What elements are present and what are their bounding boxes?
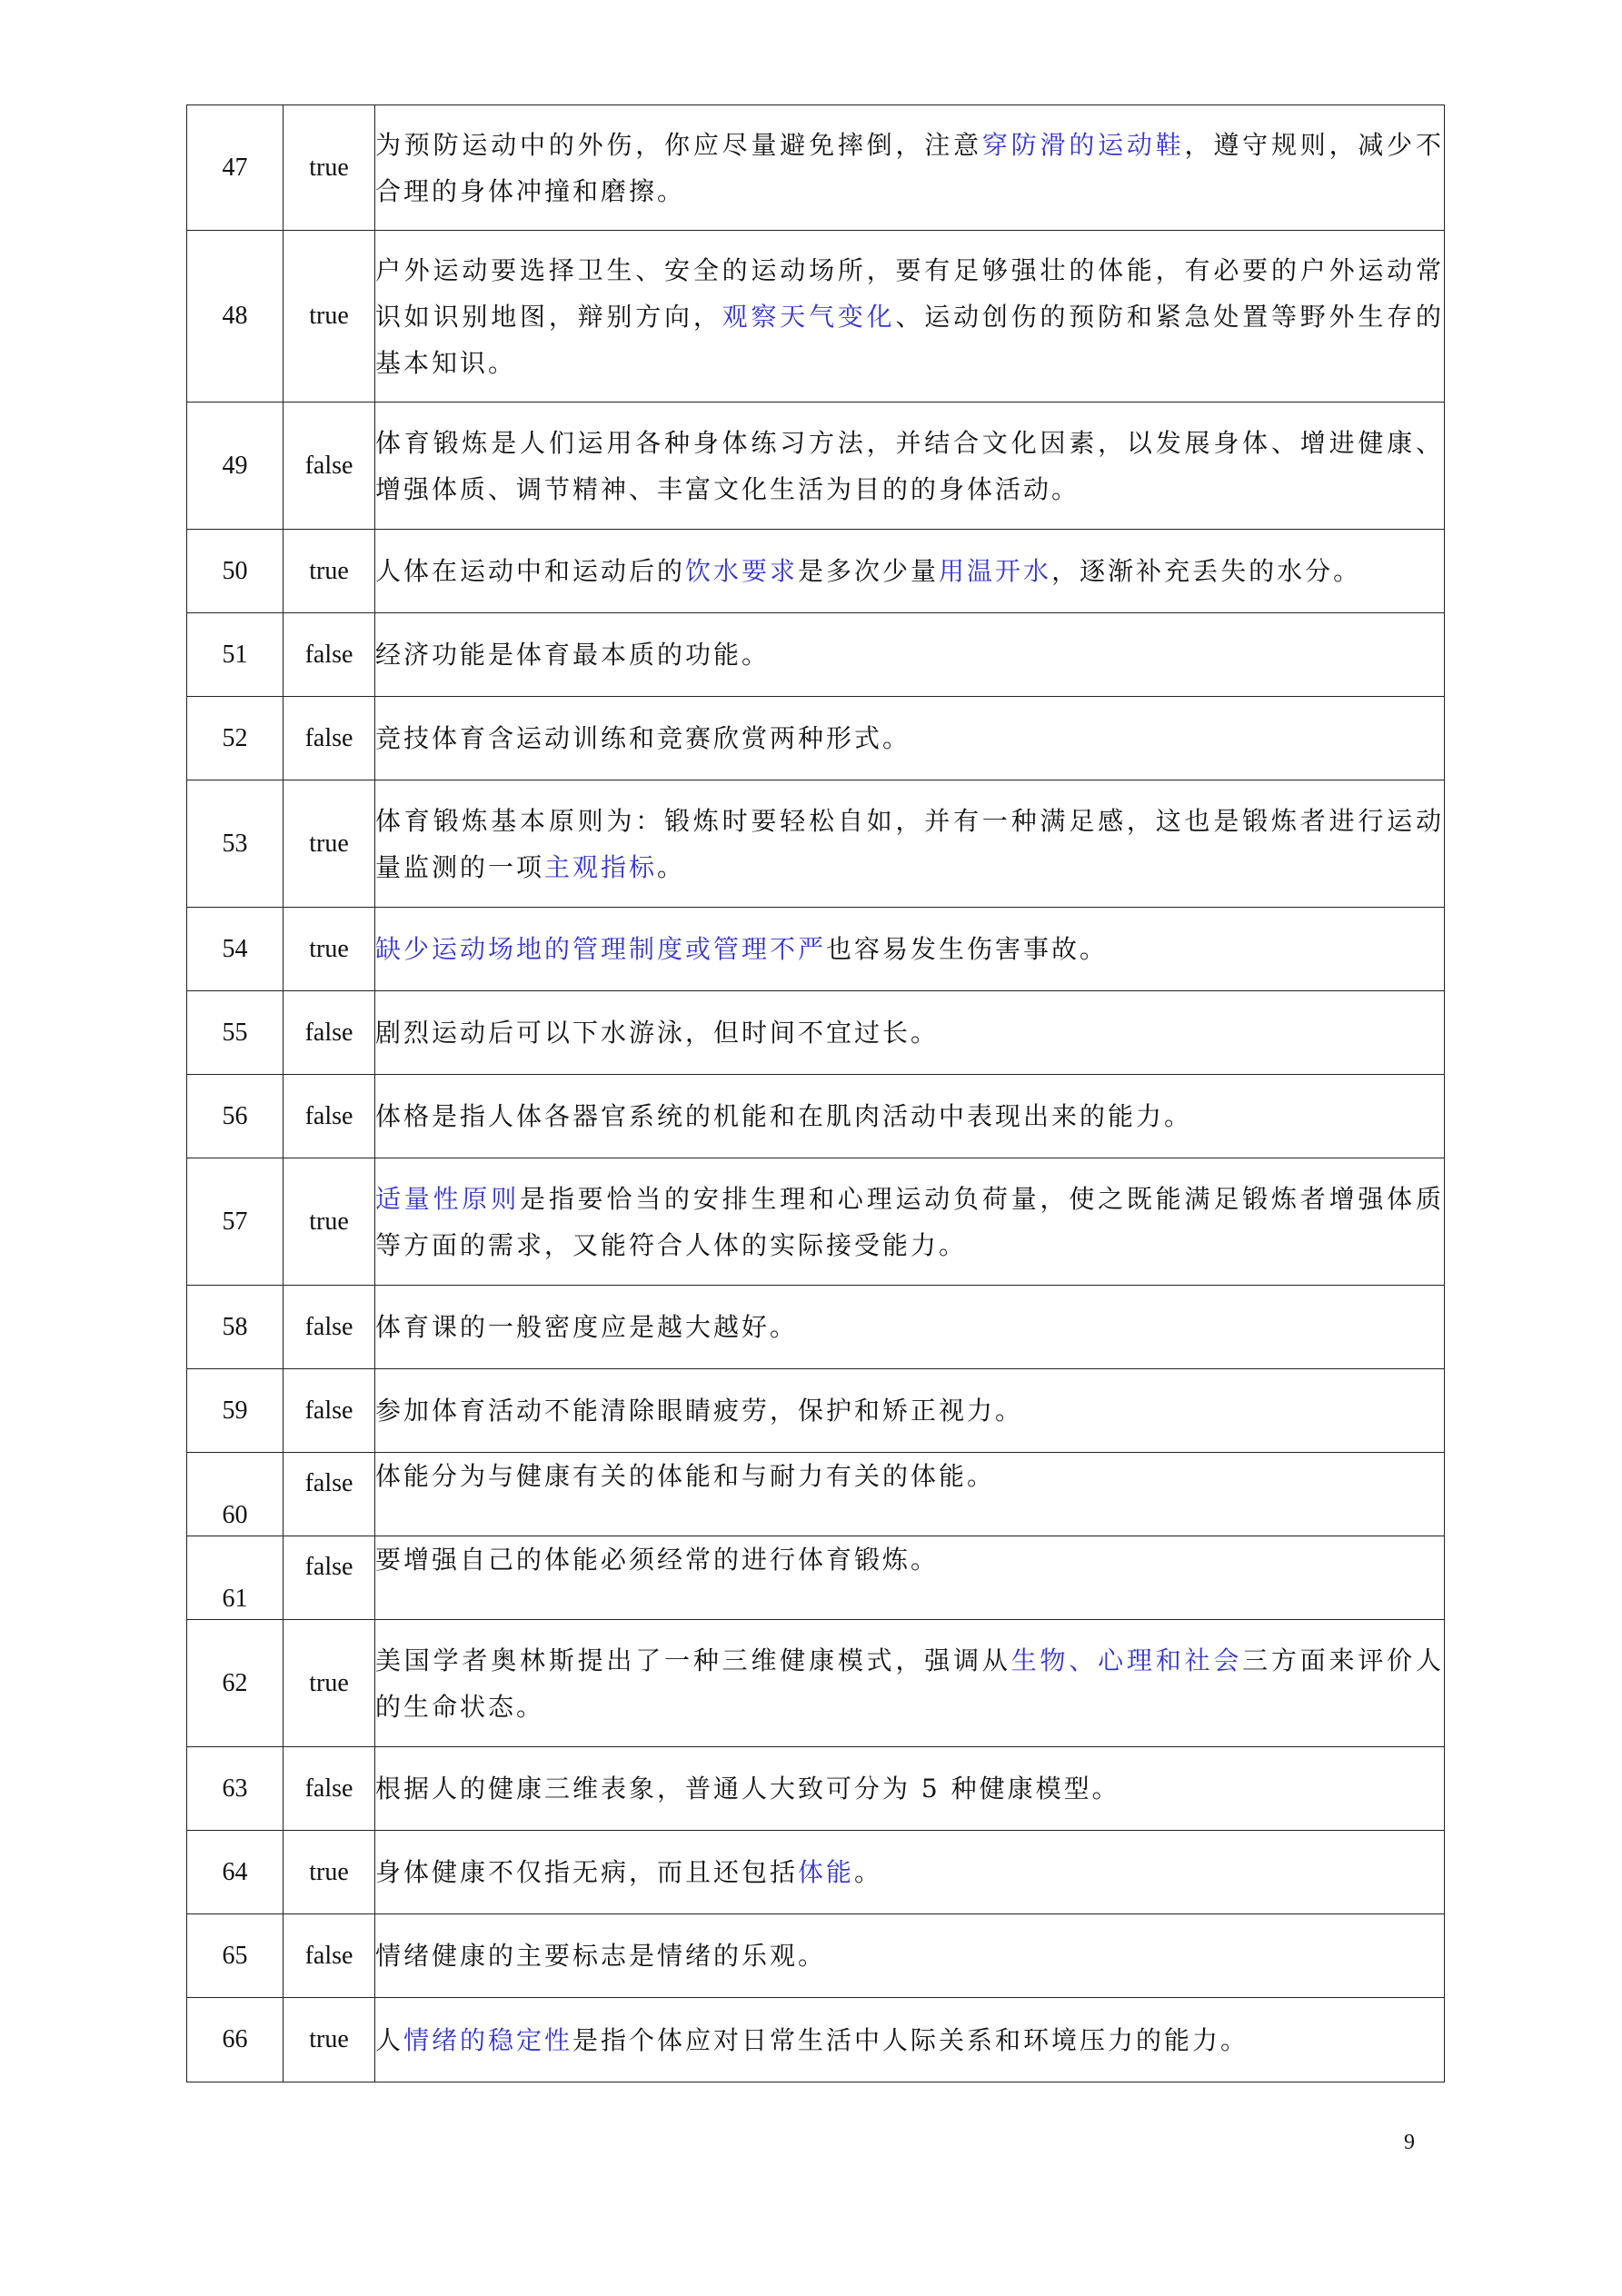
statement-text: 也容易发生伤害事故。 [826, 934, 1109, 964]
question-number: 59 [187, 1369, 284, 1453]
highlighted-key-phrase: 观察天气变化 [721, 301, 896, 332]
statement-text: 为预防运动中的外伤，你应尽量避免摔倒，注意 [375, 129, 982, 160]
table-row [187, 1998, 1445, 2082]
question-number: 65 [187, 1914, 284, 1998]
statement-text: 身体健康不仅指无病，而且还包括 [375, 1857, 799, 1887]
table-row [187, 231, 1445, 403]
question-number: 48 [187, 231, 284, 403]
question-number: 63 [187, 1747, 284, 1831]
question-number: 54 [187, 908, 284, 991]
question-statement [375, 1914, 1445, 1998]
question-statement [375, 991, 1445, 1075]
table-row [187, 908, 1445, 991]
question-statement [375, 231, 1445, 403]
question-statement [375, 780, 1445, 908]
highlighted-key-phrase: 体能 [798, 1857, 855, 1887]
table-row [187, 1158, 1445, 1286]
highlighted-key-phrase: 情绪的稳定性 [403, 2024, 573, 2055]
statement-text: 经济功能是体育最本质的功能。 [375, 640, 771, 670]
question-number: 61 [187, 1536, 284, 1620]
table-row [187, 530, 1445, 613]
answer-cell: false [284, 1369, 375, 1453]
question-statement [375, 1286, 1445, 1369]
table-row [187, 1831, 1445, 1914]
statement-text: 体育锻炼基本原则为：锻炼时要轻松自如，并有一种满足感，这也是锻炼者进行运动量监测的一项 [375, 805, 1444, 882]
answer-cell: true [284, 530, 375, 613]
question-statement [375, 1369, 1445, 1453]
statement-text: 要增强自己的体能必须经常的进行体育锻炼。 [375, 1545, 940, 1575]
statement-text: 是指个体应对日常生活中人际关系和环境压力的能力。 [572, 2024, 1249, 2055]
statement-text: 根据人的健康三维表象，普通人大致可分为 5 种健康模型。 [375, 1774, 1120, 1804]
true-false-question-table [186, 104, 1445, 2082]
highlighted-key-phrase: 生物、心理和社会 [1010, 1645, 1243, 1675]
highlighted-key-phrase: 饮水要求 [685, 556, 799, 586]
table-row [187, 1369, 1445, 1453]
question-statement [375, 105, 1445, 231]
highlighted-key-phrase: 穿防滑的运动鞋 [981, 129, 1185, 160]
question-number: 51 [187, 613, 284, 697]
answer-cell: true [284, 231, 375, 403]
statement-text: 体格是指人体各器官系统的机能和在肌肉活动中表现出来的能力。 [375, 1101, 1193, 1131]
statement-text: 情绪健康的主要标志是情绪的乐观。 [375, 1941, 827, 1971]
statement-text: 三方面来评价人的生命状态。 [375, 1645, 1444, 1722]
question-statement [375, 1998, 1445, 2082]
answer-cell: false [284, 1286, 375, 1369]
question-statement [375, 1747, 1445, 1831]
statement-text: 。 [657, 851, 686, 882]
answer-cell: false [284, 403, 375, 530]
statement-text: 美国学者奥林斯提出了一种三维健康模式，强调从 [375, 1645, 1011, 1675]
answer-cell: false [284, 1453, 375, 1536]
table-row [187, 1453, 1445, 1536]
highlighted-key-phrase: 用温开水 [939, 556, 1052, 586]
question-number: 56 [187, 1075, 284, 1158]
answer-cell: false [284, 1914, 375, 1998]
question-statement [375, 1536, 1445, 1620]
statement-text: 、运动创伤的预防和紧急处置等野外生存的基本知识。 [375, 301, 1444, 378]
question-statement [375, 1158, 1445, 1286]
highlighted-key-phrase: 缺少运动场地的管理制度或管理不严 [375, 934, 827, 964]
page-number: 9 [1404, 2131, 1415, 2154]
table-row [187, 780, 1445, 908]
table-body [187, 105, 1445, 2082]
highlighted-key-phrase: 适量性原则 [375, 1183, 521, 1214]
answer-cell: false [284, 1536, 375, 1620]
question-number: 64 [187, 1831, 284, 1914]
answer-cell: true [284, 1620, 375, 1747]
statement-text: 剧烈运动后可以下水游泳，但时间不宜过长。 [375, 1018, 940, 1048]
question-number: 50 [187, 530, 284, 613]
question-number: 52 [187, 697, 284, 780]
statement-text: 是多次少量 [798, 556, 940, 586]
statement-text: 人 [375, 2024, 404, 2055]
statement-text: 参加体育活动不能清除眼睛疲劳，保护和矫正视力。 [375, 1396, 1024, 1426]
statement-text: 体能分为与健康有关的体能和与耐力有关的体能。 [375, 1461, 996, 1491]
answer-cell: false [284, 991, 375, 1075]
question-statement [375, 1831, 1445, 1914]
answer-cell: false [284, 1075, 375, 1158]
answer-cell: false [284, 613, 375, 697]
table-row [187, 1914, 1445, 1998]
question-statement [375, 697, 1445, 780]
statement-text: 体育锻炼是人们运用各种身体练习方法，并结合文化因素，以发展身体、增进健康、增强体质、调节精神、丰富文化生活为目的的身体活动。 [375, 427, 1444, 504]
answer-cell: false [284, 1747, 375, 1831]
question-number: 49 [187, 403, 284, 530]
statement-text: 体育课的一般密度应是越大越好。 [375, 1312, 799, 1342]
table-row [187, 1536, 1445, 1620]
question-statement [375, 403, 1445, 530]
statement-text: 人体在运动中和运动后的 [375, 556, 686, 586]
question-statement [375, 530, 1445, 613]
question-statement [375, 1453, 1445, 1536]
statement-text: 竞技体育含运动训练和竞赛欣赏两种形式。 [375, 723, 911, 753]
question-number: 62 [187, 1620, 284, 1747]
statement-text: 是指要恰当的安排生理和心理运动负荷量，使之既能满足锻炼者增强体质等方面的需求，又能符合人体的实际接受能力。 [375, 1183, 1444, 1260]
question-number: 58 [187, 1286, 284, 1369]
table-row [187, 697, 1445, 780]
answer-cell: true [284, 908, 375, 991]
statement-text: ，遵守规则，减少不合理的身体冲撞和磨擦。 [375, 129, 1444, 206]
question-statement [375, 1620, 1445, 1747]
answer-cell: true [284, 1998, 375, 2082]
question-number: 60 [187, 1453, 284, 1536]
statement-text: 。 [854, 1857, 883, 1887]
statement-text: 户外运动要选择卫生、安全的运动场所，要有足够强壮的体能，有必要的户外运动常识如识别地图，辩别方向， [375, 254, 1444, 332]
question-number: 53 [187, 780, 284, 908]
question-number: 66 [187, 1998, 284, 2082]
table-row [187, 613, 1445, 697]
answer-cell: true [284, 105, 375, 231]
answer-cell: false [284, 697, 375, 780]
table-row [187, 1286, 1445, 1369]
answer-cell: true [284, 780, 375, 908]
table-row [187, 403, 1445, 530]
question-number: 57 [187, 1158, 284, 1286]
answer-cell: true [284, 1158, 375, 1286]
table-row [187, 1747, 1445, 1831]
answer-cell: true [284, 1831, 375, 1914]
table-row [187, 1620, 1445, 1747]
question-number: 47 [187, 105, 284, 231]
highlighted-key-phrase: 主观指标 [544, 851, 658, 882]
table-row [187, 105, 1445, 231]
question-statement [375, 908, 1445, 991]
statement-text: ，逐渐补充丢失的水分。 [1051, 556, 1362, 586]
table-row [187, 1075, 1445, 1158]
question-statement [375, 613, 1445, 697]
question-number: 55 [187, 991, 284, 1075]
question-statement [375, 1075, 1445, 1158]
table-row [187, 991, 1445, 1075]
